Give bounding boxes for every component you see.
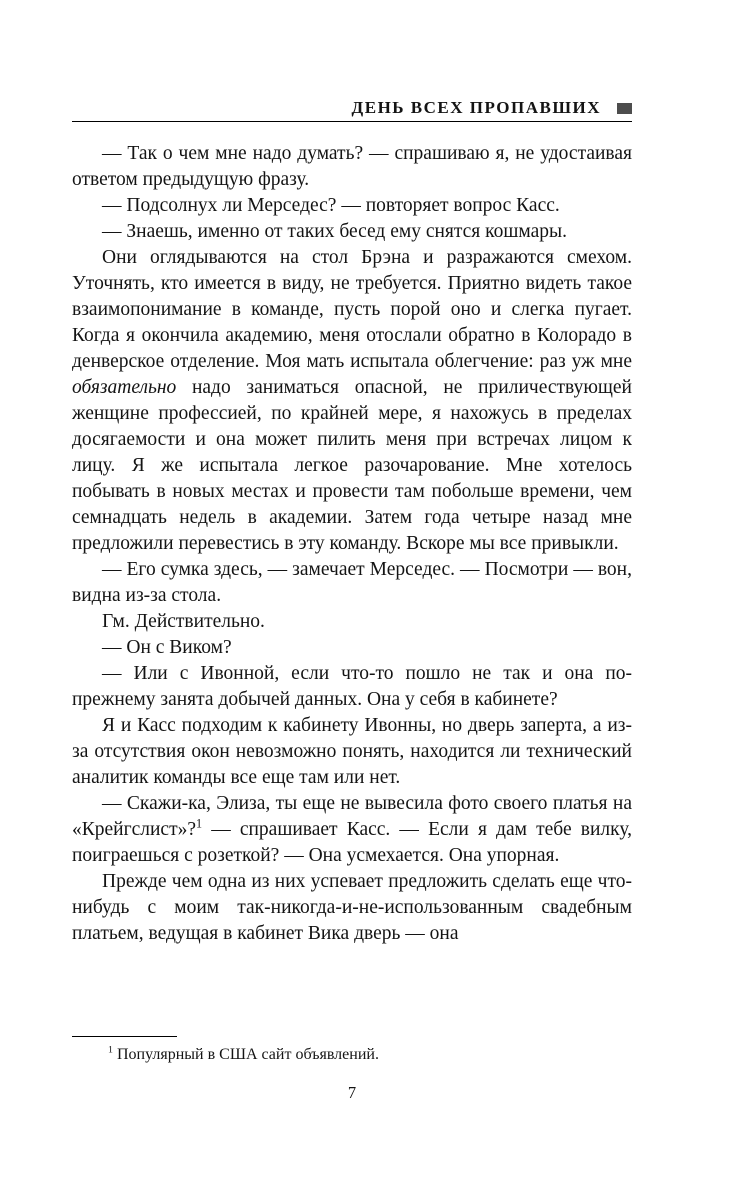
paragraph — [72, 661, 632, 713]
paragraph — [72, 219, 632, 245]
text-run: — спрашивает Касс. — Если я дам тебе вилку, поиграешься с розеткой? — Она усмехается. Она упорная. — [72, 819, 632, 866]
footnote-rule — [72, 1036, 177, 1037]
footnote-marker: 1 — [108, 1044, 113, 1056]
header-square-icon — [617, 103, 632, 114]
running-head — [72, 98, 632, 118]
footnote-body: Популярный в США сайт объявлений. — [116, 1046, 379, 1063]
page-number: 7 — [347, 1083, 357, 1102]
text-run: — Подсолнух ли Мерседес? — повторяет вопрос Касс. — [102, 195, 560, 216]
paragraph — [72, 713, 632, 791]
text-run: — Его сумка здесь, — замечает Мерседес. — Посмотри — вон, видна из-за стола. — [72, 559, 632, 606]
footnote-section — [72, 1036, 632, 1065]
emphasized-text: обязательно — [72, 377, 177, 398]
text-run: — Он с Виком? — [102, 637, 232, 658]
paragraph — [72, 141, 632, 193]
text-run: надо заниматься опасной, не приличествующей женщине профессией, по крайней мере, я нахожусь в пределах досягаемости и она может пилить меня при встречах лицом к лицу. Я же испытала легкое разочарование. Мне хотелось побывать в новых местах и провести там побольше времени, чем семнадцать недель в академии. Затем года четыре назад мне предложили перевестись в эту команду. Вскоре мы все привыкли. — [72, 377, 632, 554]
text-run: — Или с Ивонной, если что-то пошло не так и она по-прежнему занята добычей данных. Она у себя в кабинете? — [72, 663, 632, 710]
text-run: — Скажи-ка, Элиза, ты еще не вывесила фото своего платья на «Крейгслист»? — [72, 793, 632, 840]
text-run: Гм. Действительно. — [102, 611, 265, 632]
body-text — [72, 141, 632, 947]
footnote-reference: 1 — [196, 816, 203, 831]
text-run: Они оглядываются на стол Брэна и разражаются смехом. Уточнять, кто имеется в виду, не требуется. Приятно видеть такое взаимопонимание в команде, пусть порой оно и слегка пугает. Когда я окончила академию, меня отослали обратно в Колорадо в денверское отделение. Моя мать испытала облегчение: раз уж мне — [72, 247, 632, 372]
header-rule — [72, 121, 632, 122]
text-run: Прежде чем одна из них успевает предложить сделать еще что-нибудь с моим так-никогда-и-не-использованным свадебным платьем, ведущая в кабинет Вика дверь — она — [72, 871, 632, 944]
paragraph — [72, 245, 632, 557]
paragraph — [72, 609, 632, 635]
paragraph — [72, 791, 632, 869]
text-run: Я и Касс подходим к кабинету Ивонны, но дверь заперта, а из-за отсутствия окон невозможно понять, находится ли технический аналитик команды все еще там или нет. — [72, 715, 632, 788]
paragraph — [72, 193, 632, 219]
paragraph — [72, 635, 632, 661]
text-run: — Знаешь, именно от таких бесед ему снятся кошмары. — [102, 221, 567, 242]
text-run: — Так о чем мне надо думать? — спрашиваю я, не удостаивая ответом предыдущую фразу. — [72, 143, 632, 190]
paragraph — [72, 869, 632, 947]
book-title: ДЕНЬ ВСЕХ ПРОПАВШИХ — [351, 98, 601, 117]
paragraph — [72, 557, 632, 609]
footnote-text — [72, 1044, 632, 1065]
